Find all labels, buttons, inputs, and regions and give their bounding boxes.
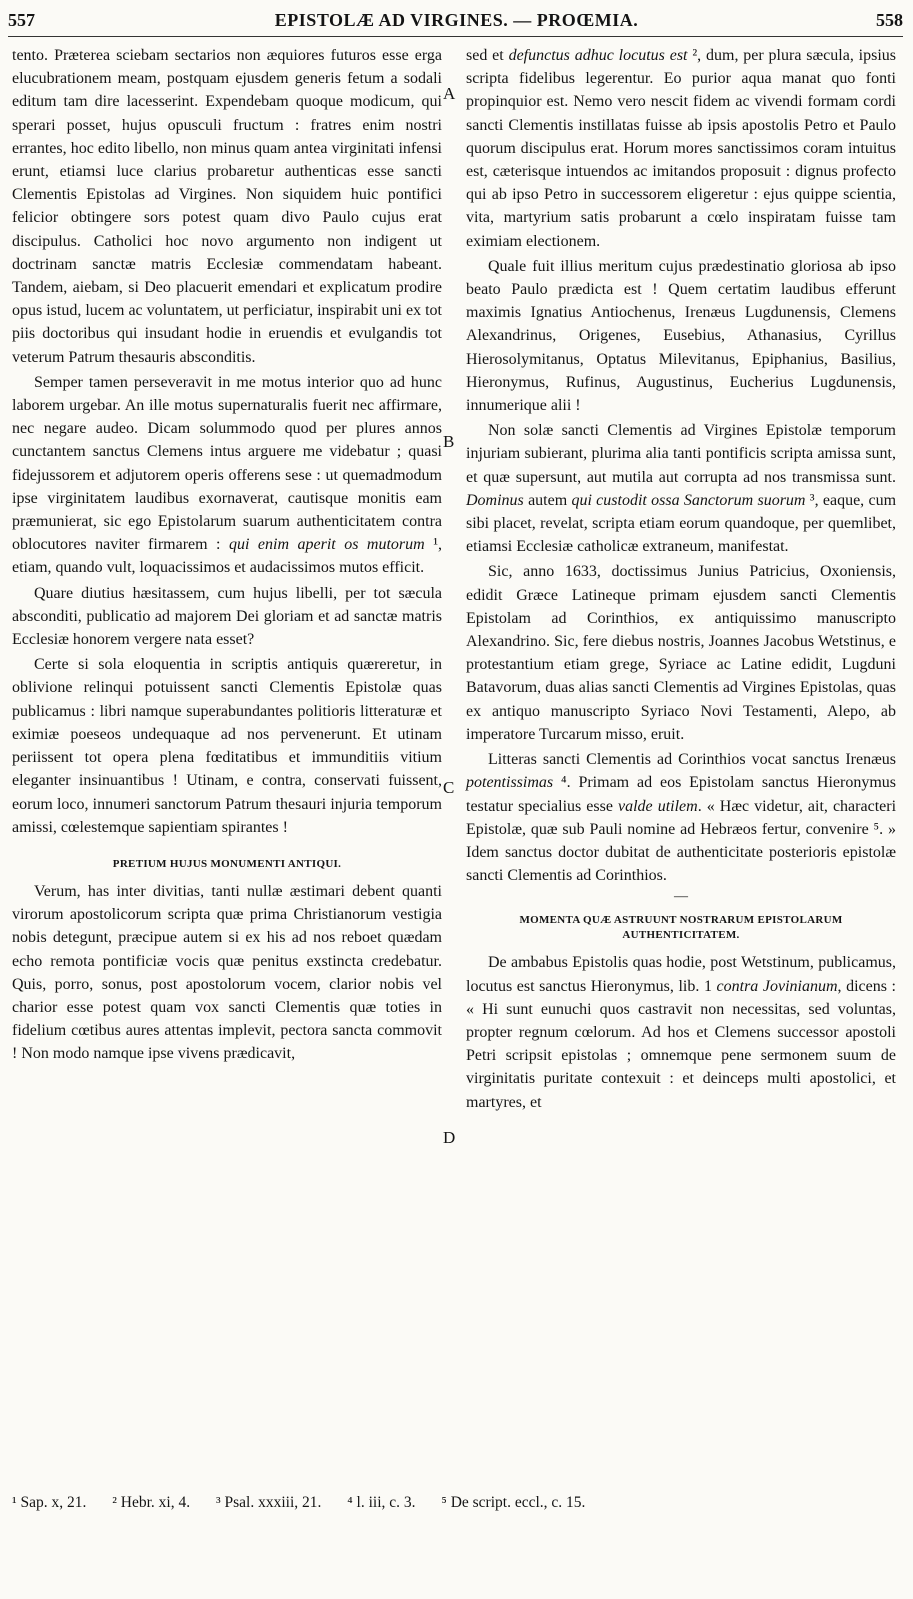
section-heading: MOMENTA QUÆ ASTRUUNT NOSTRARUM EPISTOLARUM AUTHENTICITATEM. — [519, 914, 843, 942]
paragraph: Sic, anno 1633, doctissimus Junius Patricius, Oxoniensis, edidit Græce Latineque primam ejusdem sancti Clementis Epistolam ad Corinthios, ex antiquissimo manuscripto Alexandrino. Sic, fere diebus nostris, Joannes Jacobus Wetstinus, e protestantium etiam grege, Syriace ac Latine edidit, Lugduni Batavorum, duas alias sancti Clementis ad Virgines Epistolas, quas ex antiquo manuscripto Syriaco Novi Testamenti, Alepo, ab imperatore Turcarum misso, eruit. — [466, 563, 896, 743]
margin-letter-d: D — [443, 1128, 456, 1147]
quoted-term: valde utilem — [618, 797, 698, 815]
scripture-quote: qui custodit ossa Sanctorum suorum — [571, 491, 806, 509]
book-title: contra Jovinianum — [716, 977, 838, 995]
footnote-marker: ² — [687, 47, 698, 64]
running-title: EPISTOLÆ AD VIRGINES. — PROŒMIA. — [274, 10, 639, 30]
header-rule — [8, 36, 903, 37]
paragraph: Semper tamen perseveravit in me motus interior quo ad hunc laborem urgebar. An ille motus supernaturalis fuerit nec affirmare, nec negare audeo. Dicam solummodo quod per plures annos cunctantem sanctus Clemens intus arguere me videbatur ; quasi fidejussorem et adjutorem operis offerens sese : ut quemadmodum ipse virginitatem laudibus exornaverat, cautisque monitis eam præmunierat, sic ego Epistolarum suarum authenticitatem contra oblocutores naviter firmarem : qui enim aperit os mutorum ¹, etiam, quando vult, loquacissimos et audacissimos mutos efficit. — [12, 373, 442, 577]
footnote: ⁴ l. iii, c. 3. — [347, 1494, 416, 1511]
footnote: ³ Psal. xxxiii, 21. — [216, 1494, 322, 1511]
paragraph: Verum, has inter divitias, tanti nullæ æstimari debent quanti virorum apostolicorum scripta quæ prima Christianorum vestigia nobis detegunt, præcipue autem si ex his ad nos reboet quædam echo remota pontificiæ vocis quæ penitus exstincta credebatur. Quis, porro, sonus, post apostolorum vocem, clarior nobis vel charior esse potest quam vox sancti Clementis quæ toties in fidelium cœtibus aures attentas implevit, pectora sancta commovit ! Non modo namque ipse vivens prædicavit, — [12, 882, 442, 1063]
footnote-marker: ¹ — [424, 536, 438, 554]
scripture-quote: defunctus adhuc locutus est — [508, 47, 688, 64]
footnote: ⁵ De script. eccl., c. 15. — [441, 1494, 586, 1511]
paragraph: Quare diutius hæsitassem, cum hujus libelli, per tot sæcula absconditi, publicatio ad majorem Dei gloriam et ad sanctæ matris Ecclesiæ honorem vergere nata esset? — [12, 584, 442, 649]
paragraph: tento. Præterea sciebam sectarios non æquiores futuros esse erga elucubrationem meam, postquam ejusdem generis fetum a sodali editum tam dire lacesserint. Expendebam quoque modicum, qui sperari posset, hujus opusculi fructum : fratres enim nostri errantes, hoc edito libello, non minus quam antea virginitati infensi erunt, etiamsi luce clarius probaretur authenticas esse sancti Clementis Epistolas ad Virgines. Non siquidem huic pontifici felicior obtingere sors potest quam divo Paulo cujus erat discipulus. Catholici hoc novo argumento non indigent ut doctrinam sanctæ matris Ecclesiæ commendatam habeant. Tandem, aiebam, si Deo placuerit emendari et explicatum prodire opus istud, lucem ac voluntatem, ut perficiatur, inspirabit uni ex tot piis doctoribus qui insudant hodie in eruendis et evulgandis tot veterum Patrum thesauris absconditis. — [12, 47, 442, 366]
margin-letter-a: A — [443, 84, 456, 103]
scripture-quote: Dominus — [466, 491, 524, 509]
footnotes — [12, 1494, 902, 1512]
paragraph: De ambabus Epistolis quas hodie, post Wetstinum, publicamus, locutus est sanctus Hieronymus, lib. 1 contra Jovinianum, dicens : « Hi sunt eunuchi quos castravit non necessitas, sed voluntas, propter regnum cœlorum. Ad hos et Clemens successor apostoli Petri scripsit epistolas ; omnemque pene sermonem suum de virginitatis puritate contexuit : et deinceps multi apostolici, et martyres, et — [466, 954, 896, 1111]
paragraph: sed et defunctus adhuc locutus est ², dum, per plura sæcula, ipsius scripta fidelibus legerentur. Eo purior aqua manat quo fonti propinquior est. Nemo vero nescit fidem ac vivendi formam cordi sancti Clementis instillatas fuisse ab ipsis apostolis Petro et Paulo quorum discipulus erat. Horum mores sanctissimos coram intuitus est, cæterisque intuendos ac imitandos proposuit : dignus profecto qui ab ipso Petro in successorem eligeretur : ejus quippe scientia, vita, martyrium satis probarunt a cœlo inspiratam fuisse tam eximiam electionem. — [466, 47, 897, 250]
margin-letter-b: B — [443, 432, 455, 451]
page-number-right: 558 — [876, 10, 903, 30]
footnote: ¹ Sap. x, 21. — [12, 1494, 87, 1511]
section-divider: — — [674, 889, 688, 905]
left-column — [12, 44, 442, 1066]
page-number-left: 557 — [8, 10, 35, 30]
footnote-marker: ³ — [805, 491, 815, 509]
quoted-term: potentissimas — [466, 774, 554, 792]
section-heading: PRETIUM HUJUS MONUMENTI ANTIQUI. — [112, 857, 342, 870]
paragraph: Litteras sancti Clementis ad Corinthios vocat sanctus Irenæus potentissimas ⁴. Primam ad eos Epistolam sanctus Hieronymus testatur specialius esse valde utilem. « Hæc videtur, ait, characteri Epistolæ, quæ sub Pauli nomine ad Hebræos fertur, convenire ⁵. » Idem sanctus doctor dubitat de authenticitate posterioris epistolæ sancti Clementis ad Corinthios. — [466, 751, 897, 885]
footnote: ² Hebr. xi, 4. — [112, 1494, 191, 1511]
paragraph: Non solæ sancti Clementis ad Virgines Epistolæ temporum injuriam subierant, plurima alia tanti pontificis scripta amissa sunt, et quæ supersunt, aut mutila aut corrupta ad nos transmissa sunt. Dominus autem qui custodit ossa Sanctorum suorum ³, eaque, cum sibi placet, revelat, scripta etiam eorum quandoque, per quemlibet, etiamsi Ecclesiæ catholicæ extraneum, manifestat. — [466, 422, 897, 556]
paragraph: Certe si sola eloquentia in scriptis antiquis quæreretur, in oblivione relinqui potuissent sancti Clementis Epistolæ quas publicamus : libri namque superabundantes politioris litteraturæ et eximiæ poeseos undequaque ad nos pervenerunt. Et utinam periissent tot opera plena fœditatibus et immunditiis vitium eleganter insinuantibus ! Utinam, e contra, conservati fuissent, eorum loco, innumeri sanctorum Patrum thesauri injuria temporum amissi, cœlestemque sapientiam spirantes ! — [12, 656, 442, 836]
page-header — [0, 0, 913, 38]
footnote-marker: ⁵ — [873, 820, 880, 838]
footnote-marker: ⁴ — [553, 774, 567, 792]
paragraph: Quale fuit illius meritum cujus prædestinatio gloriosa ab ipso beato Paulo prædicta est ! Quem certatim laudibus efferunt maximis Ignatius Antiochenus, Irenæus Lugdunensis, Clemens Alexandrinus, Origenes, Eusebius, Athanasius, Cyrillus Hierosolymitanus, Optatus Milevitanus, Epiphanius, Basilius, Hieronymus, Rufinus, Augustinus, Eucherius Lugdunensis, innumerique alii ! — [466, 257, 896, 415]
margin-letter-c: C — [443, 778, 455, 797]
right-column — [466, 44, 896, 1114]
scripture-quote: qui enim aperit os mutorum — [228, 536, 425, 554]
